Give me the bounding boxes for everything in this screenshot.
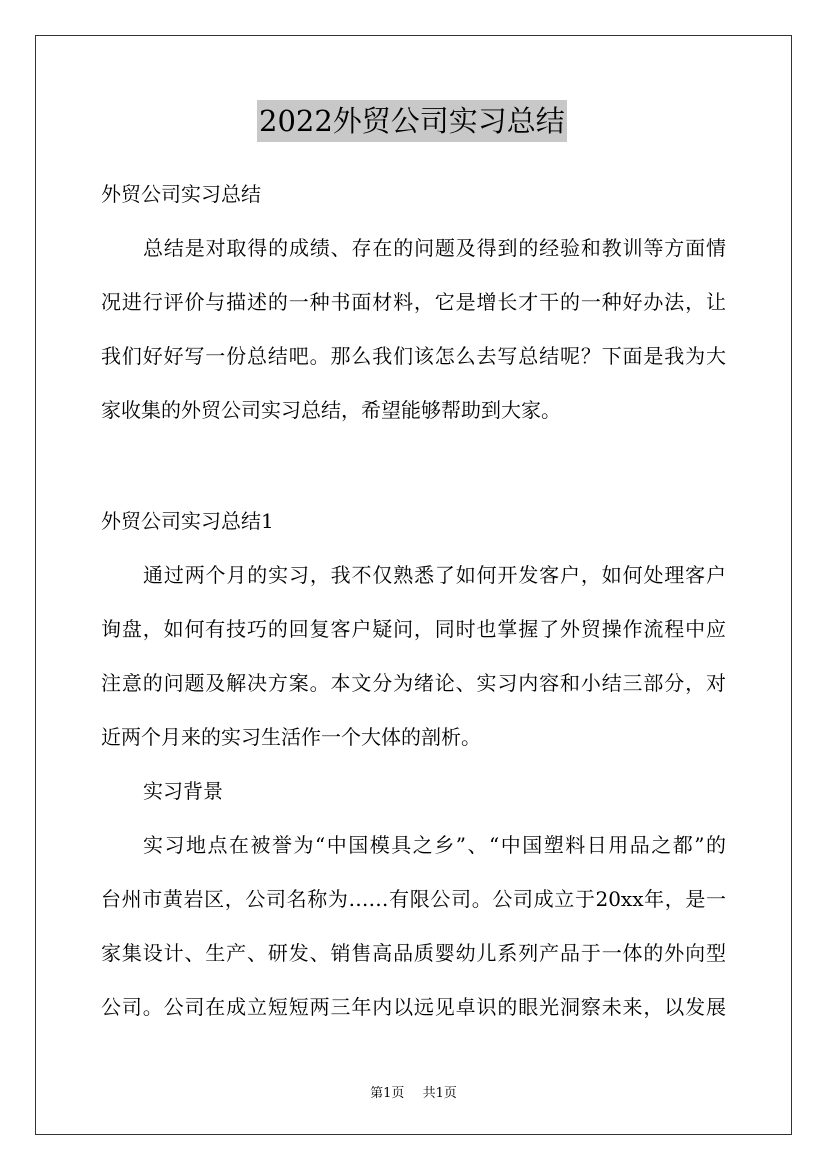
paragraph-line: 注意的问题及解决方案。本文分为绪论、实习内容和小结三部分，对 — [101, 671, 726, 695]
paragraph-line: 实习地点在被誉为“中国模具之乡”、“中国塑料日用品之都”的 — [143, 833, 726, 857]
paragraph-line: 通过两个月的实习，我不仅熟悉了如何开发客户，如何处理客户 — [143, 563, 726, 587]
paragraph-line: 我们好好写一份总结吧。那么我们该怎么去写总结呢？下面是我为大 — [101, 344, 726, 368]
paragraph-line: 况进行评价与描述的一种书面材料，它是增长才干的一种好办法，让 — [101, 290, 726, 314]
page-footer — [0, 1082, 827, 1101]
section-heading: 外贸公司实习总结 — [101, 182, 261, 206]
page-total: 共1页 — [422, 1086, 457, 1101]
paragraph-line: 公司。公司在成立短短两三年内以远见卓识的眼光洞察未来，以发展 — [101, 995, 726, 1019]
paragraph-line: 询盘，如何有技巧的回复客户疑问，同时也掌握了外贸操作流程中应 — [101, 617, 726, 641]
page-number: 第1页 — [370, 1086, 405, 1101]
paragraph-line: 家集设计、生产、研发、销售高品质婴幼儿系列产品于一体的外向型 — [101, 941, 726, 965]
paragraph-line: 总结是对取得的成绩、存在的问题及得到的经验和教训等方面情 — [143, 236, 726, 260]
document-title: 2022外贸公司实习总结 — [257, 100, 567, 142]
paragraph-line: 近两个月来的实习生活作一个大体的剖析。 — [101, 725, 481, 749]
subsection-heading: 实习背景 — [143, 779, 223, 803]
paragraph-line: 台州市黄岩区，公司名称为……有限公司。公司成立于20xx年，是一 — [101, 887, 726, 911]
paragraph-line: 家收集的外贸公司实习总结，希望能够帮助到大家。 — [101, 398, 561, 422]
section-heading: 外贸公司实习总结1 — [101, 509, 274, 533]
